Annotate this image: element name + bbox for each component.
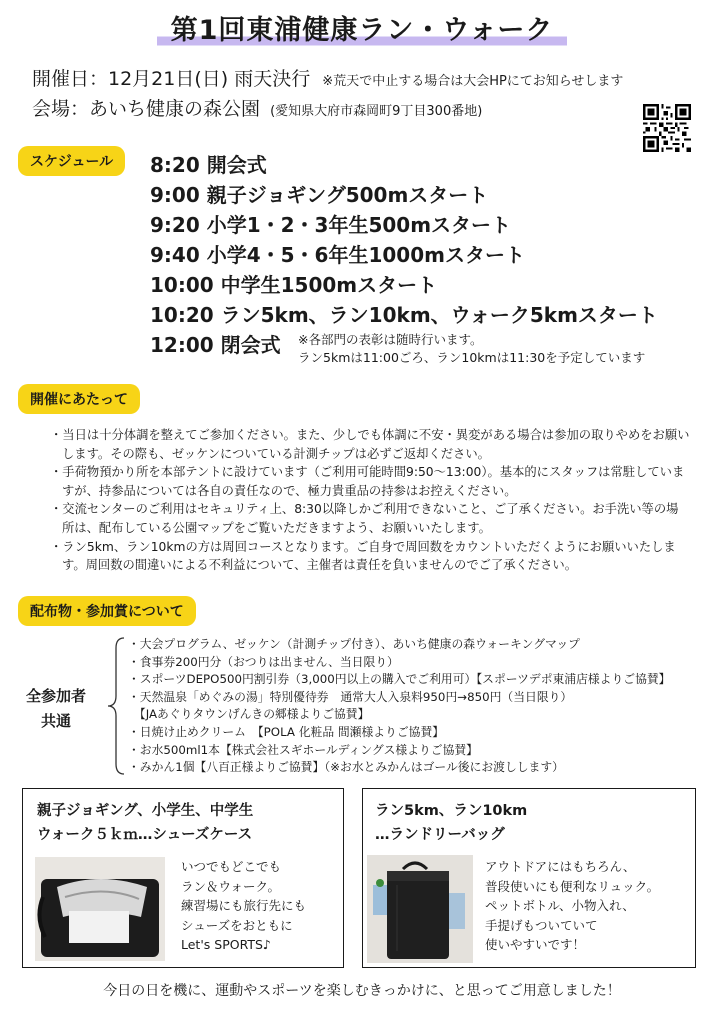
notice-item: ・当日は十分体調を整えてご参加ください。また、少しでも体調に不安・異変がある場合は参加の取りやめをお願いします。その際も、ゼッケンについている計測チップは必ずご返却ください。 [50, 428, 690, 461]
event-address: (愛知県大府市森岡町9丁目300番地) [270, 104, 483, 119]
laundry-bag-heading-1: ラン5km、ラン10km [375, 803, 528, 819]
brace-icon [104, 636, 128, 776]
shoe-case-box [22, 788, 344, 968]
event-venue: 会場：あいち健康の森公園 [32, 98, 261, 120]
schedule-item: 9:00 親子ジョギング500mスタート [150, 183, 489, 207]
notice-item: ・ラン5km、ラン10kmの方は周回コースとなります。ご自身で周回数をカウントいただくようにお願いいたします。周回数の間違いによる不利益について、主催者は責任を負いませんのでご了承ください。 [50, 539, 676, 573]
laundry-bag-description [485, 857, 659, 955]
laundry-bag-heading-2: …ランドリーバッグ [375, 827, 505, 843]
shoe-case-heading-1: 親子ジョギング、小学生、中学生 [37, 803, 254, 819]
schedule-note [298, 331, 645, 367]
event-date-line [32, 64, 623, 91]
distribution-item: ・食事券200円分（おつりは出ません、当日限り） [128, 654, 399, 669]
group-label-line-2: 共通 [40, 712, 71, 730]
schedule-item: 9:40 小学4・5・6年生1000mスタート [150, 243, 525, 267]
distribution-list [128, 636, 670, 777]
schedule-item: 9:20 小学1・2・3年生500mスタート [150, 213, 512, 237]
shoe-case-desc-line: いつでもどこでも [181, 859, 282, 874]
shoe-case-description [181, 857, 306, 955]
schedule-note-2: ラン5kmは11:00ごろ、ラン10kmは11:30を予定しています [298, 350, 646, 365]
laundry-bag-desc-line: ペットボトル、小物入れ、 [485, 898, 635, 913]
schedule-label: スケジュール [18, 146, 125, 176]
distribution-item: ・日焼け止めクリーム 【POLA 化粧品 間瀬様よりご協賛】 [128, 724, 445, 739]
shoe-case-photo [35, 857, 165, 961]
distribution-item: 【JAあぐりタウンげんきの郷様よりご協賛】 [128, 707, 370, 722]
event-venue-line [32, 94, 482, 121]
schedule-item: 10:00 中学生1500mスタート [150, 273, 438, 297]
distribution-item: ・お水500ml1本【株式会社スギホールディングス様よりご協賛】 [128, 742, 478, 757]
event-date: 開催日：12月21日(日) [32, 68, 229, 90]
distribution-group-label [16, 684, 96, 734]
distribution-item: ・大会プログラム、ゼッケン（計測チップ付き）、あいち健康の森ウォーキングマップ [128, 637, 580, 651]
laundry-bag-photo [367, 855, 473, 963]
shoe-case-desc-line: ラン＆ウォーク。 [181, 878, 281, 894]
title-container [0, 8, 724, 49]
notice-item: ・交流センターのご利用はセキュリティ上、8:30以降しかご利用できないこと、ご了承ください。お手洗い等の場所は、配布している公園マップをご覧いただきますよう、お願いいたします。 [50, 502, 679, 535]
distribution-item: ・天然温泉「めぐみの湯」特別優待券 通常大人入泉料950円→850円（当日限り） [128, 689, 573, 704]
notice-item: ・手荷物預かり所を本部テントに設けています（ご利用可能時間9:50～13:00）。基本的にスタッフは常駐していますが、持参品については各自の責任なので、極力貴重品の持参はお控えください。 [50, 465, 685, 498]
laundry-bag-box [362, 788, 696, 968]
schedule-note-1: ※各部門の表彰は随時行います。 [298, 332, 483, 347]
rain-note: ※荒天で中止する場合は大会HPにてお知らせします [322, 74, 624, 89]
schedule-item: 8:20 開会式 [150, 153, 267, 177]
qr-code-icon[interactable] [643, 104, 691, 152]
schedule-item: 10:20 ラン5km、ラン10km、ウォーク5kmスタート [150, 303, 658, 327]
laundry-bag-desc-line: 使いやすいです！ [485, 937, 586, 952]
distribution-item: ・スポーツDEPO500円割引券（3,000円以上の購入でご利用可）【スポーツデポ東浦店様よりご協賛】 [128, 672, 671, 687]
distribution-label: 配布物・参加賞について [18, 596, 196, 626]
group-label-line-1: 全参加者 [25, 687, 86, 705]
distribution-item: ・みかん1個【八百正様よりご協賛】（※お水とみかんはゴール後にお渡しします） [128, 760, 564, 775]
notice-list [50, 426, 690, 575]
shoe-case-heading [37, 799, 253, 847]
laundry-bag-desc-line: 手提げもついていて [485, 917, 598, 933]
footer-message: 今日の日を機に、運動やスポーツを楽しむきっかけに、と思ってご用意しました！ [103, 983, 621, 999]
shoe-case-desc-line: 練習場にも旅行先にも [181, 898, 307, 913]
shoe-case-desc-line: シューズをおともに [181, 917, 293, 933]
laundry-bag-desc-line: 普段使いにも便利なリュック。 [485, 878, 660, 894]
schedule-list [150, 150, 658, 360]
shoe-case-heading-2: ウォーク５ｋｍ…シューズケース [37, 827, 253, 843]
page-title: 第1回東浦健康ラン・ウォーク [157, 8, 568, 49]
laundry-bag-heading [375, 799, 527, 847]
schedule-item: 12:00 閉会式 [150, 333, 281, 357]
shoe-case-desc-line: Let's SPORTS♪ [181, 937, 271, 952]
notice-label: 開催にあたって [18, 384, 140, 414]
laundry-bag-desc-line: アウトドアにはもちろん、 [485, 859, 636, 874]
rain-policy: 雨天決行 [234, 68, 311, 90]
